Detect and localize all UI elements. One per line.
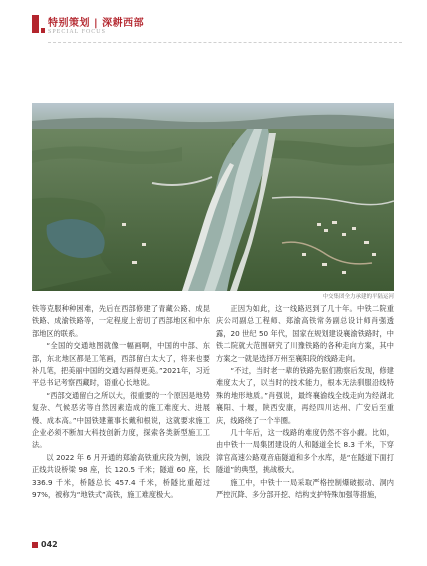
paragraph: 正因为如此，这一线路迟到了几十年。中铁二院重庆公司副总工程师、郑渝高铁常务副总设计师肖强透露，20 世纪 50 年代，国家在规划建设襄渝铁路时，中铁二院就大范围研究了川豫铁路的各种走向方案，其中方案之一就是选择万州至襄阳段的线路走向。 [216,304,394,363]
paragraph: “西部交通留白之所以大，很重要的一个原因是地势复杂、气候恶劣等自然因素造成的施工难度大、进展慢、成本高。”中国铁建董事长戴和根说，这就要求施工企业必须不断加大科技创新力度，探索各类新型施工工法。 [32,390,210,450]
paragraph: “不过，当时老一辈的铁路先驱们勘察后发现，修建难度太大了，以当时的技术能力，根本无法驯服沿线特殊的地形地质。”肖强说，最终襄渝线全线走向为经湖北襄阳、十堰，陕西安康，再经四川达州、广安后至重庆，线路绕了一个半圈。 [216,366,394,425]
section-title: 特别策划 | 深耕西部 [48,18,145,29]
paragraph: “全国的交通地图就像一幅画啊，中国的中部、东部，东北地区都是工笔画，西部留白太大了，将来也要补几笔，把美丽中国的交通勾画得更美。”2021年，习近平总书记考察西藏时，语重心长地说。 [32,341,210,388]
text-column-right [216,303,394,502]
header-divider [48,42,402,43]
paragraph: 施工中，中铁十一局采取严格控制爆破振动、洞内严控沉降、多分部开挖、结构支护特殊加强等措施， [216,477,394,500]
page-number: 042 [41,540,58,549]
page-number-marker [32,542,38,548]
photo-caption: 中交集团全力承建的平陆运河 [322,294,394,300]
header-accent-bar [32,15,39,33]
aerial-photo [32,103,394,291]
paragraph: 几十年后，这一线路的难度仍然不容小觑。比如，由中铁十一局集团建设的人和隧道全长 8.3 千米，下穿漳官高速公路观音庙隧道和多个水库，是“在隧道下面打隧道”的典型，挑战极大。 [216,428,394,475]
paragraph: 铁等克服种种困难，先后在西部修建了青藏公路、成昆铁路、成渝铁路等，一定程度上密切了西部地区和中东部地区的联系。 [32,304,210,338]
section-subtitle: SPECIAL FOCUS [48,29,106,35]
page-header [32,12,402,48]
header-accent-square [41,28,45,33]
paragraph: 以 2022 年 6 月开通的郑渝高铁重庆段为例，该段正线共设桥梁 98 座，长 120.5 千米；隧道 60 座，长 336.9 千米，桥隧总长 457.4 千米，桥隧比重超过 97%，被称为“地铁式”高铁，施工难度极大。 [32,452,210,500]
photo-illustration [32,103,394,291]
text-column-left [32,303,210,502]
